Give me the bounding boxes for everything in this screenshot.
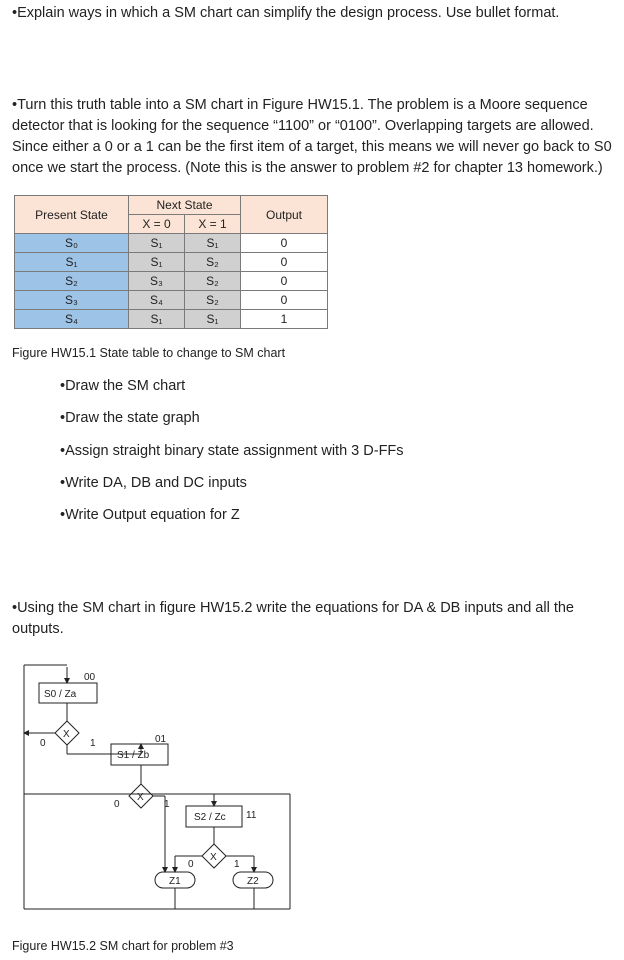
present-state-cell: S₃: [15, 291, 129, 310]
output-cell: 0: [241, 272, 328, 291]
next-x0-cell: S₃: [129, 272, 185, 291]
header-output: Output: [241, 196, 328, 234]
question-3: •Using the SM chart in figure HW15.2 write the equations for DA & DB inputs and all the outputs.: [12, 600, 574, 637]
task-item: •Write DA, DB and DC inputs: [60, 475, 247, 491]
next-x1-cell: S₁: [185, 310, 241, 329]
header-present-state: Present State: [15, 196, 129, 234]
s2-one-label: 1: [234, 859, 240, 870]
decision-x-s2-label: X: [210, 852, 217, 863]
header-x1: X = 1: [185, 215, 241, 234]
output-cell: 0: [241, 291, 328, 310]
next-x0-cell: S₁: [129, 310, 185, 329]
s2-zero-label: 0: [188, 859, 194, 870]
header-x0: X = 0: [129, 215, 185, 234]
question-2: •Turn this truth table into a SM chart in Figure HW15.1. The problem is a Moore sequence detector that is looking for the sequence “1100” or “0100”. Overlapping targets are allowed. Since either a 0 or a 1 can be the first item of a target, this means we will never go back to S0 once we start the process. (Note this is the answer to problem #2 for chapter 13 homework.): [12, 97, 612, 176]
question-1: •Explain ways in which a SM chart can simplify the design process. Use bullet format.: [12, 5, 560, 21]
s0-label: S0 / Za: [44, 689, 77, 700]
task-item: •Draw the state graph: [60, 410, 200, 426]
next-x0-cell: S₁: [129, 253, 185, 272]
task-item: •Draw the SM chart: [60, 378, 186, 394]
figure-2-caption: Figure HW15.2 SM chart for problem #3: [12, 939, 234, 953]
s1-label: S1 / Zb: [117, 750, 150, 761]
present-state-cell: S₄: [15, 310, 129, 329]
s2-label: S2 / Zc: [194, 812, 226, 823]
s1-zero-label: 0: [114, 799, 120, 810]
output-cell: 0: [241, 253, 328, 272]
header-next-state: Next State: [129, 196, 241, 215]
s1-one-label: 1: [164, 799, 170, 810]
s0-code: 00: [84, 672, 96, 683]
decision-x-s0-label: X: [63, 729, 70, 740]
s1-code: 01: [155, 734, 167, 745]
z1-label: Z1: [169, 876, 181, 887]
s2-code: 11: [246, 810, 257, 821]
next-x0-cell: S₄: [129, 291, 185, 310]
output-cell: 1: [241, 310, 328, 329]
present-state-cell: S₀: [15, 234, 129, 253]
s0-zero-label: 0: [40, 738, 46, 749]
present-state-cell: S₁: [15, 253, 129, 272]
next-x1-cell: S₂: [185, 272, 241, 291]
task-item: •Assign straight binary state assignment with 3 D-FFs: [60, 443, 404, 459]
figure-1-caption: Figure HW15.1 State table to change to SM chart: [12, 346, 286, 360]
decision-x-s1-label: X: [137, 792, 144, 803]
next-x0-cell: S₁: [129, 234, 185, 253]
z2-label: Z2: [247, 876, 259, 887]
output-cell: 0: [241, 234, 328, 253]
next-x1-cell: S₁: [185, 234, 241, 253]
present-state-cell: S₂: [15, 272, 129, 291]
s0-one-label: 1: [90, 738, 96, 749]
task-item: •Write Output equation for Z: [60, 507, 240, 523]
next-x1-cell: S₂: [185, 291, 241, 310]
next-x1-cell: S₂: [185, 253, 241, 272]
